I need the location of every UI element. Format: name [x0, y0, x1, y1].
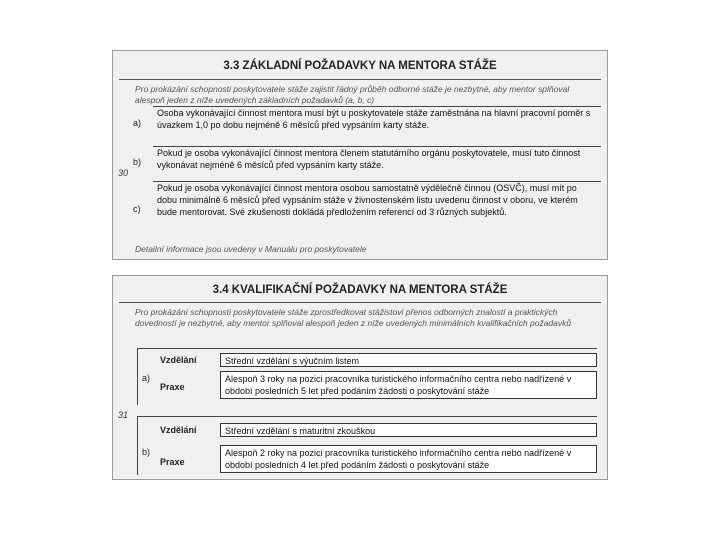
section-qualification-requirements [112, 275, 608, 480]
practice-value: Alespoň 3 roky na pozici pracovníka turistického informačního centra nebo nadřízené v období posledních 5 let před podáním žádosti o poskytování stáže [220, 371, 597, 399]
section-title: 3.3 ZÁKLADNÍ POŽADAVKY NA MENTORA STÁŽE [223, 60, 497, 72]
section-title: 3.4 KVALIFIKAČNÍ POŽADAVKY NA MENTORA STÁŽE [212, 284, 508, 296]
education-value: Střední vzdělání s výučním listem [220, 353, 597, 367]
footnote: Detailní informace jsou uvedeny v Manuálu pro poskytovatele [135, 244, 367, 254]
option-a [153, 106, 601, 143]
practice-value: Alespoň 2 roky na pozici pracovníka turistického informačního centra nebo nadřízené v období posledních 4 let před podáním žádosti o poskytování stáže [220, 445, 597, 473]
group-letter: a) [142, 373, 151, 383]
option-letter: c) [133, 204, 141, 214]
education-label: Vzdělání [160, 355, 197, 365]
option-text: Pokud je osoba vykonávající činnost mentora osobou samostatně výdělečně činnou (OSVČ), musí mít po dobu minimálně 6 měsíců před vypsáním stáže v živnostenském listu uvedenu činnost v oboru, ve kterém bude mentorovat. Své zkušenosti dokládá předložením referencí od 3 různých subjektů. [157, 183, 578, 217]
section-intro: Pro prokázání schopnosti poskytovatele stáže zajistit řádný průběh odborné stáže je nezbytné, aby mentor splňoval alespoň jeden z níže uvedených základních požadavků (a, b, c) [135, 84, 570, 105]
option-b [153, 146, 601, 179]
slide-number: 30 [118, 168, 129, 178]
option-letter: b) [133, 157, 142, 167]
title-divider [119, 79, 601, 80]
qualification-group-b [137, 416, 597, 475]
section-basic-requirements [112, 50, 608, 260]
practice-label: Praxe [160, 382, 185, 392]
education-label: Vzdělání [160, 425, 197, 435]
section-intro: Pro prokázání schopnosti poskytovatele stáže zprostředkovat stážistovi přenos odborných znalostí a praktických dovedností je nezbytné, aby mentor splňoval alespoň jeden z níže uvedených minimálních kvalifikačních požadavků [135, 307, 572, 328]
option-text: Pokud je osoba vykonávající činnost mentora členem statutárního orgánu poskytovatele, musí tuto činnost vykonávat nejméně 6 měsíců před vypsáním karty stáže. [157, 148, 581, 170]
option-text: Osoba vykonávající činnost mentora musí být u poskytovatele stáže zaměstnána na hlavní pracovní poměr s úvazkem 1,0 po dobu nejméně 6 měsíců před vypsáním karty stáže. [157, 108, 591, 130]
qualification-group-a [137, 348, 597, 405]
option-letter: a) [133, 118, 142, 128]
slide-number: 31 [118, 410, 129, 420]
group-letter: b) [142, 447, 151, 457]
title-divider [119, 302, 601, 303]
education-value: Střední vzdělání s maturitní zkouškou [220, 423, 597, 437]
option-c [153, 181, 601, 236]
practice-label: Praxe [160, 457, 185, 467]
